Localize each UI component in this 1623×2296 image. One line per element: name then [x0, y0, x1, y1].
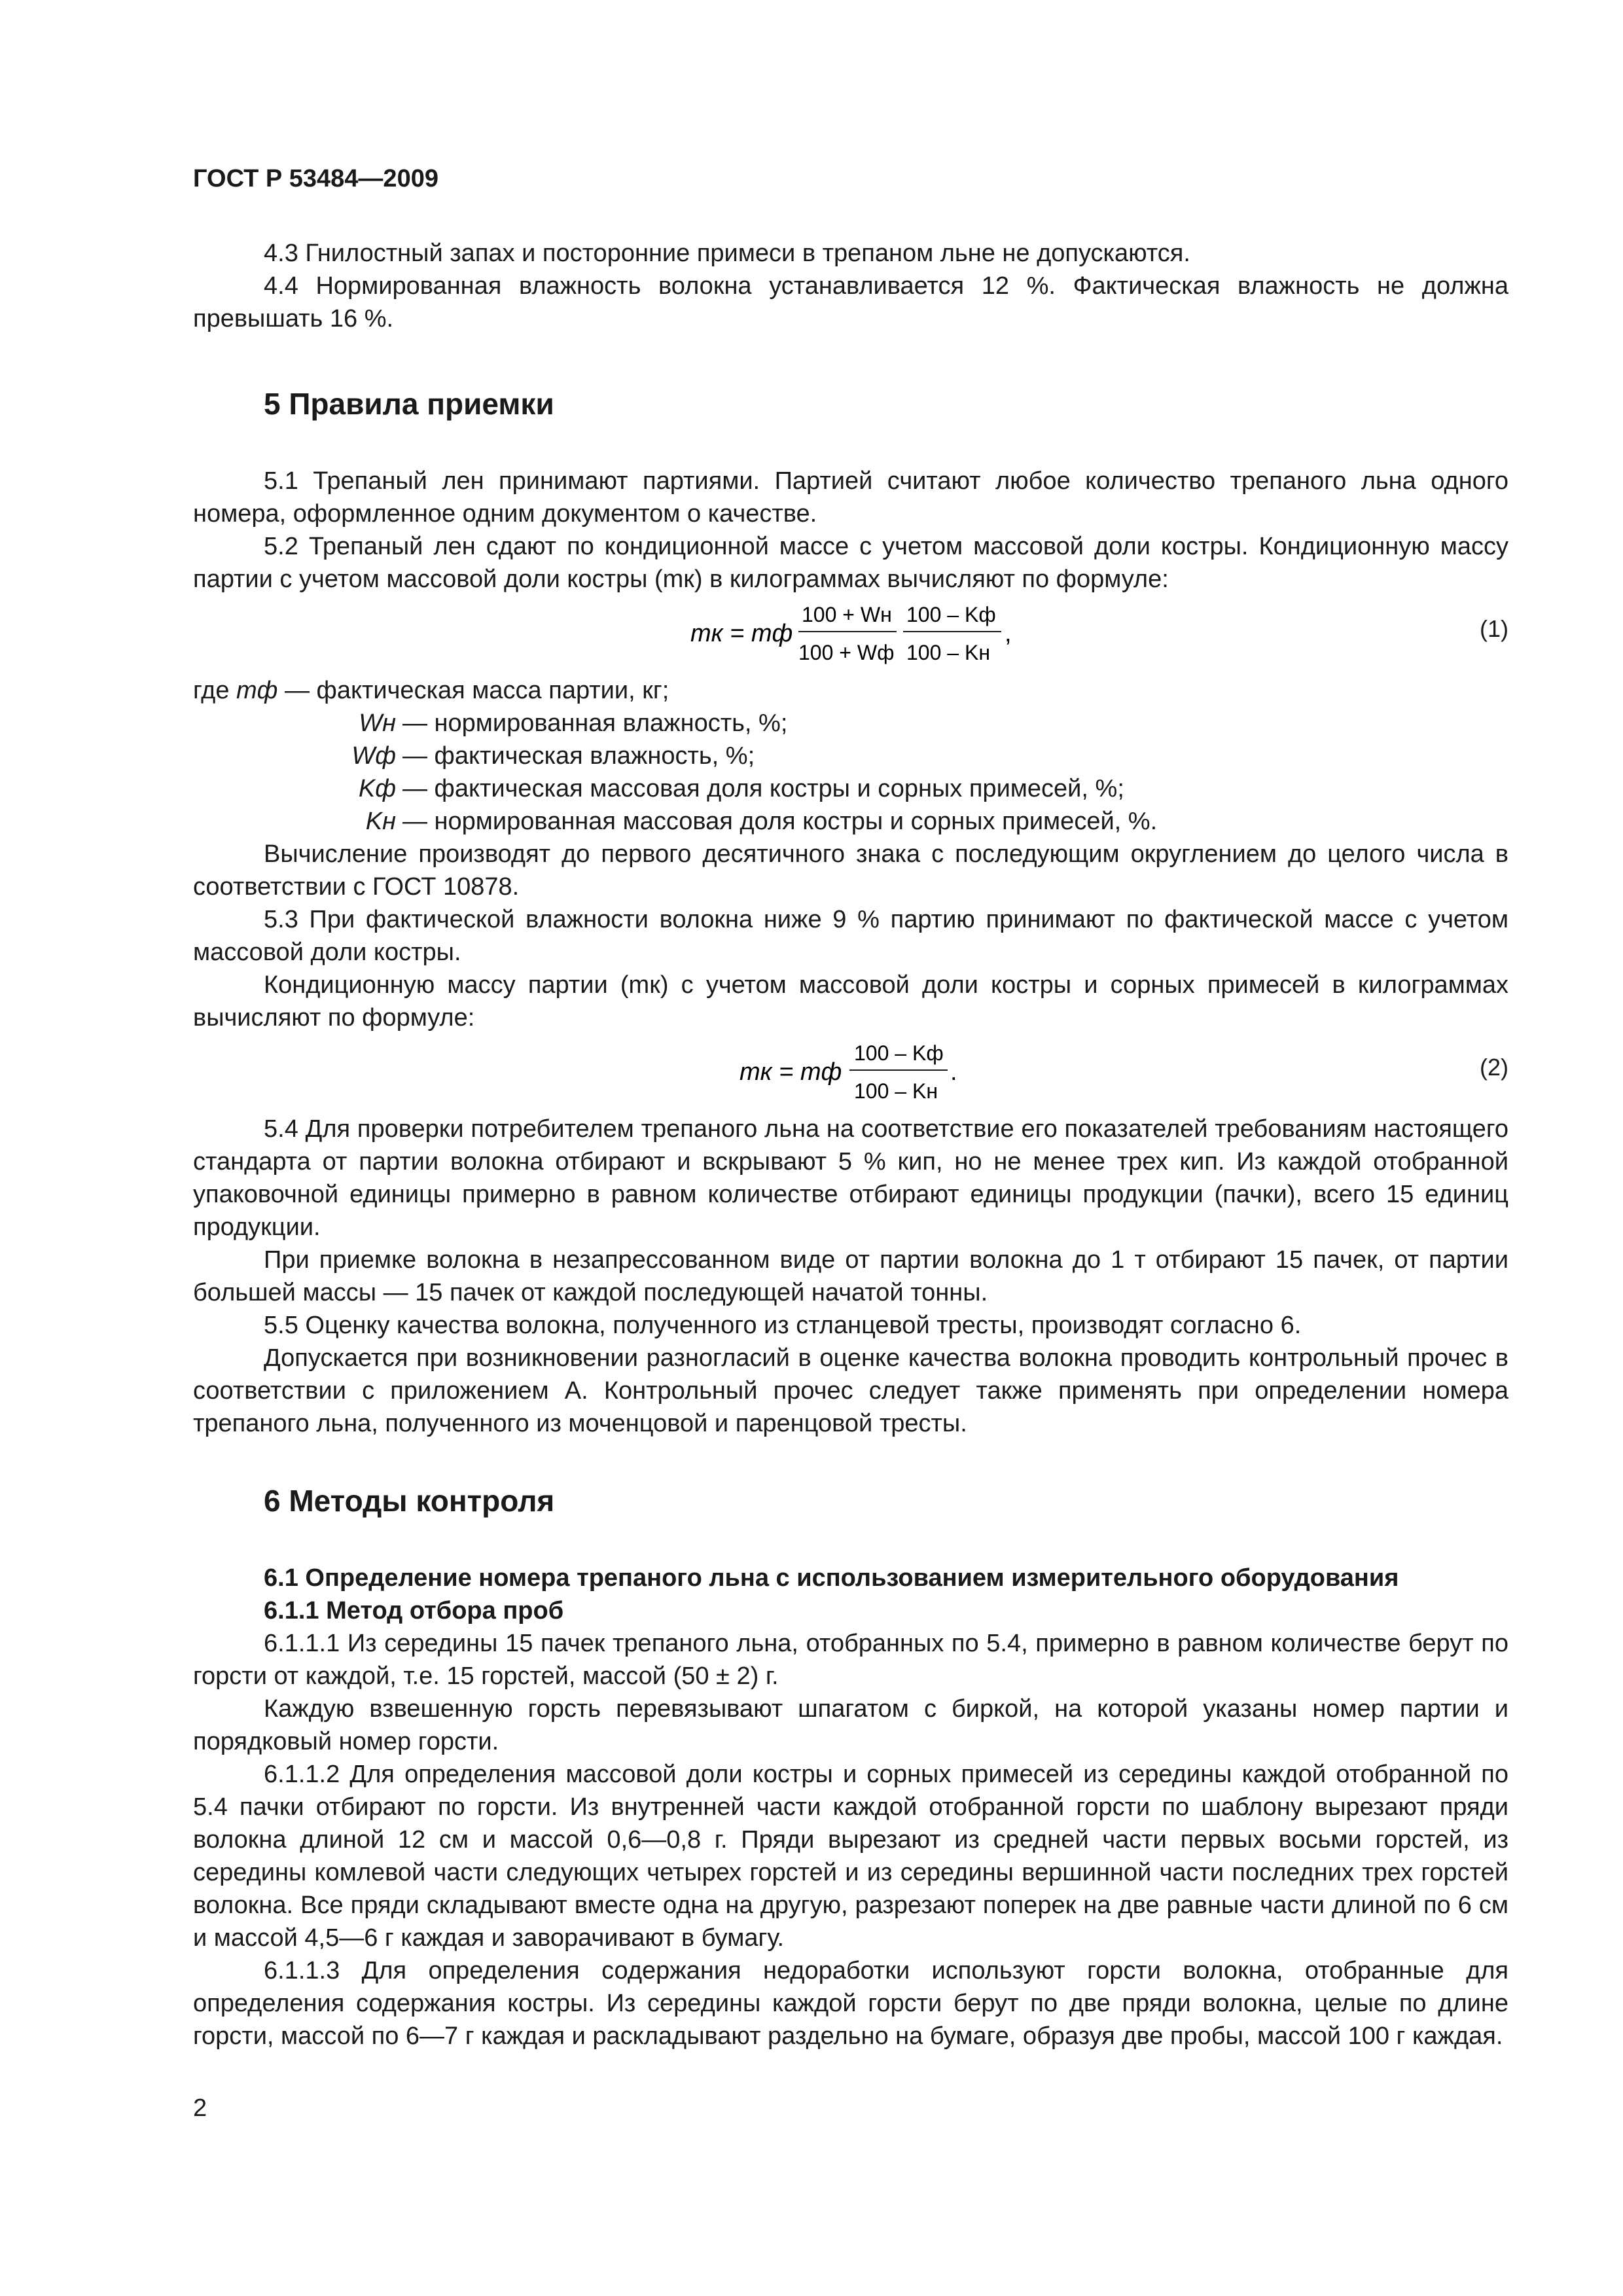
- page-body: [193, 237, 1508, 2053]
- para-6-1-1-1: 6.1.1.1 Из середины 15 пачек трепаного льна, отобранных по 5.4, примерно в равном количестве берут по горсти от каждой, т.е. 15 горстей, массой (50 ± 2) г.: [193, 1630, 1508, 1690]
- definition-symbol: Wф: [351, 742, 396, 770]
- para-5-1: 5.1 Трепаный лен принимают партиями. Партией считают любое количество трепаного льна одного номера, оформленное одним документом о качестве.: [193, 467, 1508, 528]
- definition-text: — фактическая влажность, %;: [402, 742, 755, 770]
- section-5-title: 5 Правила приемки: [264, 387, 554, 421]
- para-rounding: Вычисление производят до первого десятичного знака с последующим округлением до целого числа в соответствии с ГОСТ 10878.: [193, 840, 1508, 901]
- document-header: ГОСТ Р 53484—2009: [193, 165, 438, 192]
- para-6-1-1-1-tagging: Каждую взвешенную горсть перевязывают шпагатом с биркой, на которой указаны номер партии и порядковый номер горсти.: [193, 1695, 1508, 1755]
- definition-symbol: Kф: [358, 775, 396, 802]
- subsection-6-1-title: 6.1 Определение номера трепаного льна с использованием измерительного оборудования: [264, 1564, 1399, 1592]
- formula-1-tail: ,: [1005, 620, 1012, 647]
- symbol-definitions: [193, 674, 1508, 838]
- definition-symbol: Wн: [359, 709, 396, 737]
- para-5-3: 5.3 При фактической влажности волокна ниже 9 % партию принимают по фактической массе с учетом массовой доли костры.: [193, 906, 1508, 966]
- para-5-4: 5.4 Для проверки потребителем трепаного льна на соответствие его показателей требованиям настоящего стандарта от партии волокна отбирают и вскрывают 5 % кип, но не менее трех кип. Из каждой отобранной упаковочной единицы примерно в равном количестве отбирают единицы продукции (пачки), всего 15 единиц продукции.: [193, 1115, 1508, 1241]
- formula-1-expression: [690, 596, 1083, 674]
- definition-text: — фактическая массовая доля костры и сорных примесей, %;: [402, 775, 1124, 802]
- definition-row: [193, 772, 1508, 805]
- formula-1-lhs: mк = mф: [690, 620, 793, 647]
- section-6-title: 6 Методы контроля: [264, 1484, 555, 1518]
- formula-2: [193, 1034, 1508, 1113]
- definition-text: — фактическая масса партии, кг;: [285, 677, 669, 704]
- para-6-1-1-2: 6.1.1.2 Для определения массовой доли костры и сорных примесей из середины каждой отобранной по 5.4 пачки отбирают по горсти. Из внутренней части каждой отобранной горсти по шаблону вырезают пряди волокна длиной 12 см и массой 0,6—0,8 г. Пряди вырезают из средней части первых восьми горстей, из середины комлевой части следующих четырех горстей и из середины вершинной части последних трех горстей волокна. Все пряди складывают вместе одна на другую, разрезают поперек на две равные части длиной по 6 см и массой 4,5—6 г каждая и заворачивают в бумагу.: [193, 1761, 1508, 1952]
- para-6-1-1-3: 6.1.1.3 Для определения содержания недоработки используют горсти волокна, отобранные для определения содержания костры. Из середины каждой горсти берут по две пряди волокна, целые по длине горсти, массой по 6—7 г каждая и раскладывают раздельно на бумаге, образуя две пробы, массой 100 г каждая.: [193, 1957, 1508, 2050]
- definition-row: [193, 674, 1508, 707]
- formula-1-den2: 100 – Kн: [906, 641, 990, 664]
- formula-1-den1: 100 + Wф: [798, 641, 895, 664]
- definition-text: — нормированная влажность, %;: [402, 709, 788, 737]
- formula-1-number: (1): [1480, 615, 1508, 642]
- formula-2-expression: [740, 1034, 1067, 1113]
- formula-1-num2: 100 – Kф: [906, 603, 996, 626]
- para-5-3-formula-intro: Кондиционную массу партии (mк) с учетом массовой доли костры и сорных примесей в килограммах вычисляют по формуле:: [193, 971, 1508, 1031]
- subsection-6-1-1-title: 6.1.1 Метод отбора проб: [264, 1597, 564, 1624]
- para-5-2: 5.2 Трепаный лен сдают по кондиционной массе с учетом массовой доли костры. Кондиционную массу партии с учетом массовой доли костры (mк) в килограммах вычисляют по формуле:: [193, 533, 1508, 593]
- para-5-5-disputes: Допускается при возникновении разногласий в оценке качества волокна проводить контрольный прочес в соответствии с приложением А. Контрольный прочес следует также применять при определении номера трепаного льна, полученного из моченцовой и паренцовой тресты.: [193, 1344, 1508, 1437]
- formula-2-lhs: mк = mф: [740, 1058, 842, 1086]
- formula-2-num: 100 – Kф: [854, 1041, 944, 1065]
- definition-symbol: mф: [236, 677, 278, 704]
- definition-row: [193, 805, 1508, 838]
- para-4-4: 4.4 Нормированная влажность волокна устанавливается 12 %. Фактическая влажность не должна превышать 16 %.: [193, 272, 1508, 332]
- para-5-5: 5.5 Оценку качества волокна, полученного из стланцевой тресты, производят согласно 6.: [264, 1312, 1302, 1339]
- formula-1-num1: 100 + Wн: [802, 603, 892, 626]
- definition-text: — нормированная массовая доля костры и сорных примесей, %.: [402, 808, 1158, 835]
- formula-1: [193, 596, 1508, 674]
- para-5-4-unpressed: При приемке волокна в незапрессованном виде от партии волокна до 1 т отбирают 15 пачек, от партии большей массы — 15 пачек от каждой последующей начатой тонны.: [193, 1246, 1508, 1306]
- formula-2-number: (2): [1480, 1054, 1508, 1081]
- page-number: 2: [193, 2094, 207, 2122]
- para-4-3: 4.3 Гнилостный запах и посторонние примеси в трепаном льне не допускаются.: [264, 240, 1190, 267]
- definition-row: [193, 740, 1508, 772]
- formula-2-den: 100 – Kн: [854, 1079, 938, 1103]
- formula-2-tail: .: [950, 1058, 957, 1086]
- where-label: где: [193, 677, 230, 704]
- definition-row: [193, 707, 1508, 740]
- definition-symbol: Kн: [365, 808, 396, 835]
